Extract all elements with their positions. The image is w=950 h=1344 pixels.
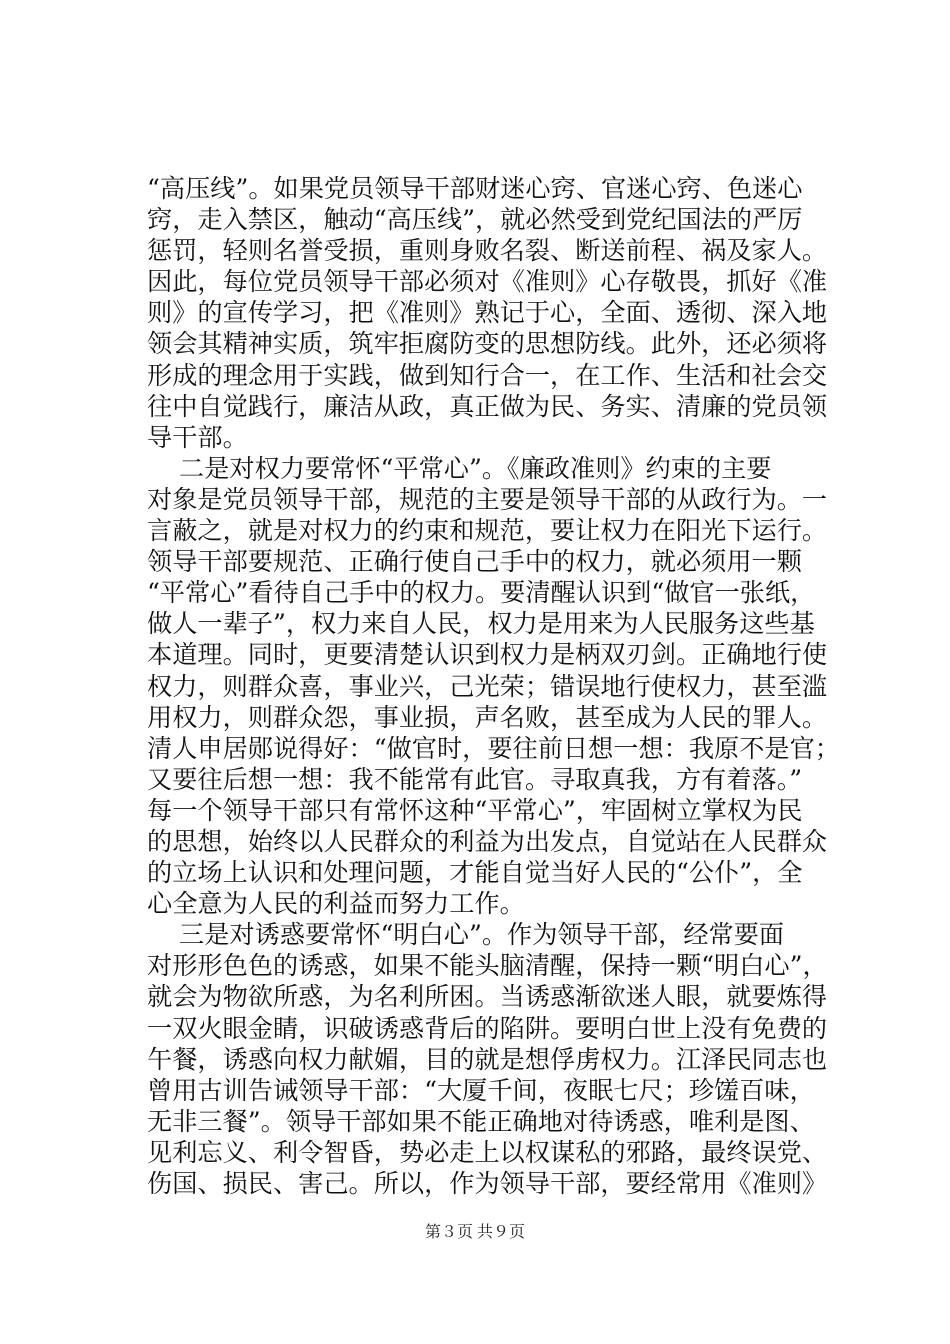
text-line: 无非三餐”。领导干部如果不能正确地对待诱惑，唯利是图、	[147, 1106, 815, 1136]
text-line: 权力，则群众喜，事业兴，己光荣；错误地行使权力，甚至滥	[147, 671, 828, 701]
text-line: 言蔽之，就是对权力的约束和规范，要让权力在阳光下运行。	[147, 516, 828, 546]
text-line: 惩罚，轻则名誉受损，重则身败名裂、断送前程、祸及家人。	[147, 236, 828, 266]
text-line: 见利忘义、利令智昏，势必走上以权谋私的邪路，最终误党、	[147, 1137, 828, 1167]
text-line: 清人申居郧说得好：“做官时，要往前日想一想：我原不是官；	[147, 733, 840, 763]
text-line: 往中自觉践行，廉洁从政，真正做为民、务实、清廉的党员领	[147, 391, 828, 421]
text-line: 一双火眼金睛，识破诱惑背后的陷阱。要明白世上没有免费的	[147, 1013, 828, 1043]
body-text	[147, 173, 840, 1199]
text-line: 做人一辈子”，权力来自人民，权力是用来为人民服务这些基	[147, 609, 815, 639]
text-line: 就会为物欲所惑，为名利所困。当诱惑渐欲迷人眼，就要炼得	[147, 982, 828, 1012]
text-line: 的思想，始终以人民群众的利益为出发点，自觉站在人民群众	[147, 826, 828, 856]
text-line: 曾用古训告诫领导干部：“大厦千间，夜眠七尺；珍馐百味，	[147, 1075, 815, 1105]
text-line: 用权力，则群众怨，事业损，声名败，甚至成为人民的罪人。	[147, 702, 828, 732]
text-line: 又要往后想一想：我不能常有此官。寻取真我，方有着落。”	[147, 764, 803, 794]
text-line: 二是对权力要常怀“平常心”。《廉政准则》约束的主要	[147, 453, 772, 483]
text-line: 对象是党员领导干部，规范的主要是领导干部的从政行为。一	[147, 484, 828, 514]
text-line: 三是对诱惑要常怀“明白心”。作为领导干部，经常要面	[147, 920, 785, 950]
text-line: 午餐，诱惑向权力献媚，目的就是想俘虏权力。江泽民同志也	[147, 1044, 828, 1074]
text-line: “高压线”。如果党员领导干部财迷心窍、官迷心窍、色迷心	[147, 174, 803, 203]
text-line: “平常心”看待自己手中的权力。要清醒认识到“做官一张纸，	[147, 578, 816, 608]
text-line: 领会其精神实质，筑牢拒腐防变的思想防线。此外，还必须将	[147, 329, 828, 359]
page-footer: 第３页 共９页	[424, 1224, 525, 1241]
text-line: 的立场上认识和处理问题，才能自觉当好人民的“公仆”，全	[147, 858, 803, 888]
text-line: 每一个领导干部只有常怀这种“平常心”，牢固树立掌权为民	[147, 795, 803, 825]
text-line: 对形形色色的诱惑，如果不能头脑清醒，保持一颗“明白心”，	[147, 951, 828, 981]
text-line: 窍，走入禁区，触动“高压线”，就必然受到党纪国法的严厉	[147, 205, 803, 235]
text-line: 领导干部要规范、正确行使自己手中的权力，就必须用一颗	[147, 547, 802, 577]
text-line: 导干部。	[147, 422, 248, 452]
text-line: 伤国、损民、害己。所以，作为领导干部，要经常用《准则》	[147, 1169, 828, 1198]
text-line: 因此，每位党员领导干部必须对《准则》心存敬畏，抓好《准	[147, 267, 828, 297]
text-line: 则》的宣传学习，把《准则》熟记于心，全面、透彻、深入地	[147, 298, 828, 328]
text-line: 心全意为人民的利益而努力工作。	[147, 889, 525, 919]
text-line: 本道理。同时，更要清楚认识到权力是柄双刃剑。正确地行使	[147, 640, 828, 670]
text-line: 形成的理念用于实践，做到知行合一，在工作、生活和社会交	[147, 360, 828, 390]
